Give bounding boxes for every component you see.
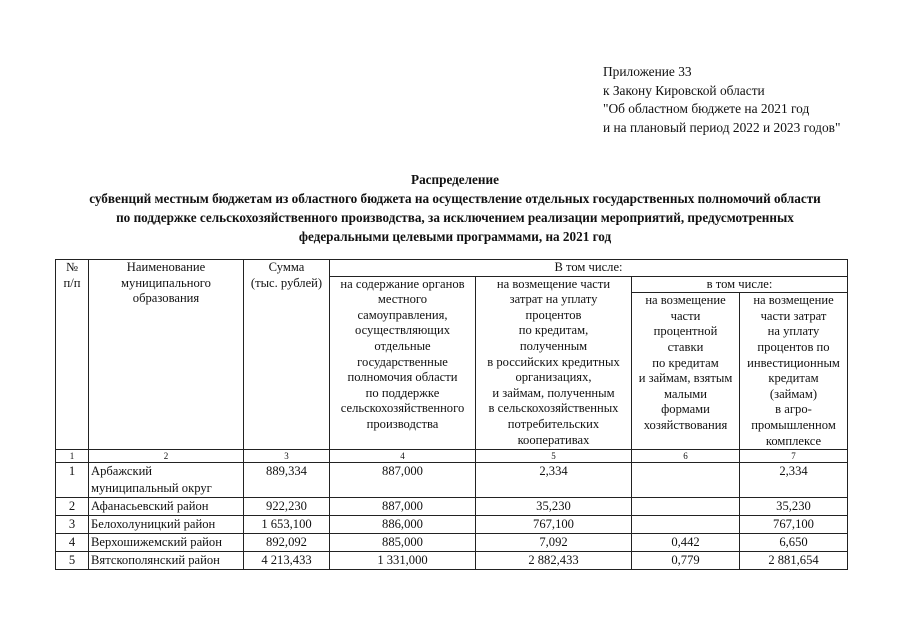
column-number: 6	[632, 450, 740, 463]
column-number: 4	[330, 450, 476, 463]
title-line: Распределение	[411, 172, 499, 187]
appendix-line: Приложение 33	[603, 64, 692, 79]
appendix-line: и на плановый период 2022 и 2023 годов"	[603, 119, 841, 135]
row-sum: 922,230	[244, 498, 330, 516]
column-number: 1	[56, 450, 89, 463]
row-col4: 887,000	[330, 463, 476, 498]
row-col7: 767,100	[740, 516, 848, 534]
appendix-line: к Закону Кировской области	[603, 82, 765, 98]
row-name: Верхошижемский район	[89, 534, 244, 552]
row-name: Афанасьевский район	[89, 498, 244, 516]
header-including: В том числе:	[330, 260, 848, 277]
table-row	[56, 534, 848, 552]
row-col4: 1 331,000	[330, 552, 476, 570]
row-col6	[632, 463, 740, 498]
row-col6	[632, 516, 740, 534]
header-col5: на возмещение части затрат на уплату процентов по кредитам, полученным в российских кредитных организациях, и займам, полученным в сельскохозяйственных потребительских кооперативах	[476, 276, 632, 450]
column-number: 7	[740, 450, 848, 463]
row-num: 4	[56, 534, 89, 552]
header-including2: в том числе:	[632, 276, 848, 293]
row-col7: 6,650	[740, 534, 848, 552]
header-name: Наименование муниципального образования	[89, 260, 244, 450]
document-title	[30, 170, 880, 246]
row-col5: 767,100	[476, 516, 632, 534]
row-sum: 4 213,433	[244, 552, 330, 570]
row-sum: 892,092	[244, 534, 330, 552]
table-row	[56, 552, 848, 570]
row-sum: 889,334	[244, 463, 330, 498]
header-num: № п/п	[56, 260, 89, 450]
row-col4: 887,000	[330, 498, 476, 516]
header-col7: на возмещение части затрат на уплату процентов по инвестиционным кредитам (займам) в агро- промышленном комплексе	[740, 293, 848, 450]
header-col4: на содержание органов местного самоуправления, осуществляющих отдельные государственные полномочия области по поддержке сельскохозяйственного производства	[330, 276, 476, 450]
row-name: Белохолуницкий район	[89, 516, 244, 534]
row-num: 5	[56, 552, 89, 570]
row-col5: 2 882,433	[476, 552, 632, 570]
row-col7: 35,230	[740, 498, 848, 516]
row-num: 2	[56, 498, 89, 516]
row-name: Вятскополянский район	[89, 552, 244, 570]
row-name: Арбажский муниципальный округ	[89, 463, 244, 498]
column-number: 3	[244, 450, 330, 463]
row-col7: 2,334	[740, 463, 848, 498]
row-col4: 885,000	[330, 534, 476, 552]
title-line: субвенций местным бюджетам из областного бюджета на осуществление отдельных государственных полномочий области	[89, 191, 821, 206]
table-row	[56, 516, 848, 534]
row-col5: 35,230	[476, 498, 632, 516]
title-line: по поддержке сельскохозяйственного производства, за исключением реализации мероприятий, предусмотренных	[116, 210, 794, 225]
appendix-line: "Об областном бюджете на 2021 год	[603, 101, 810, 117]
row-col7: 2 881,654	[740, 552, 848, 570]
table-row	[56, 463, 848, 498]
row-col5: 7,092	[476, 534, 632, 552]
column-number: 5	[476, 450, 632, 463]
header-sum: Сумма (тыс. рублей)	[244, 260, 330, 450]
row-col6: 0,442	[632, 534, 740, 552]
appendix-note	[603, 63, 840, 137]
title-line: федеральными целевыми программами, на 2021 год	[298, 229, 612, 244]
row-col6	[632, 498, 740, 516]
header-row	[56, 260, 848, 277]
row-col4: 886,000	[330, 516, 476, 534]
column-number-row	[56, 450, 848, 463]
column-number: 2	[89, 450, 244, 463]
row-col5: 2,334	[476, 463, 632, 498]
row-num: 1	[56, 463, 89, 498]
subvention-table	[55, 259, 848, 570]
header-col6: на возмещение части процентной ставки по кредитам и займам, взятым малыми формами хозяйствования	[632, 293, 740, 450]
table-row	[56, 498, 848, 516]
row-sum: 1 653,100	[244, 516, 330, 534]
row-col6: 0,779	[632, 552, 740, 570]
row-num: 3	[56, 516, 89, 534]
